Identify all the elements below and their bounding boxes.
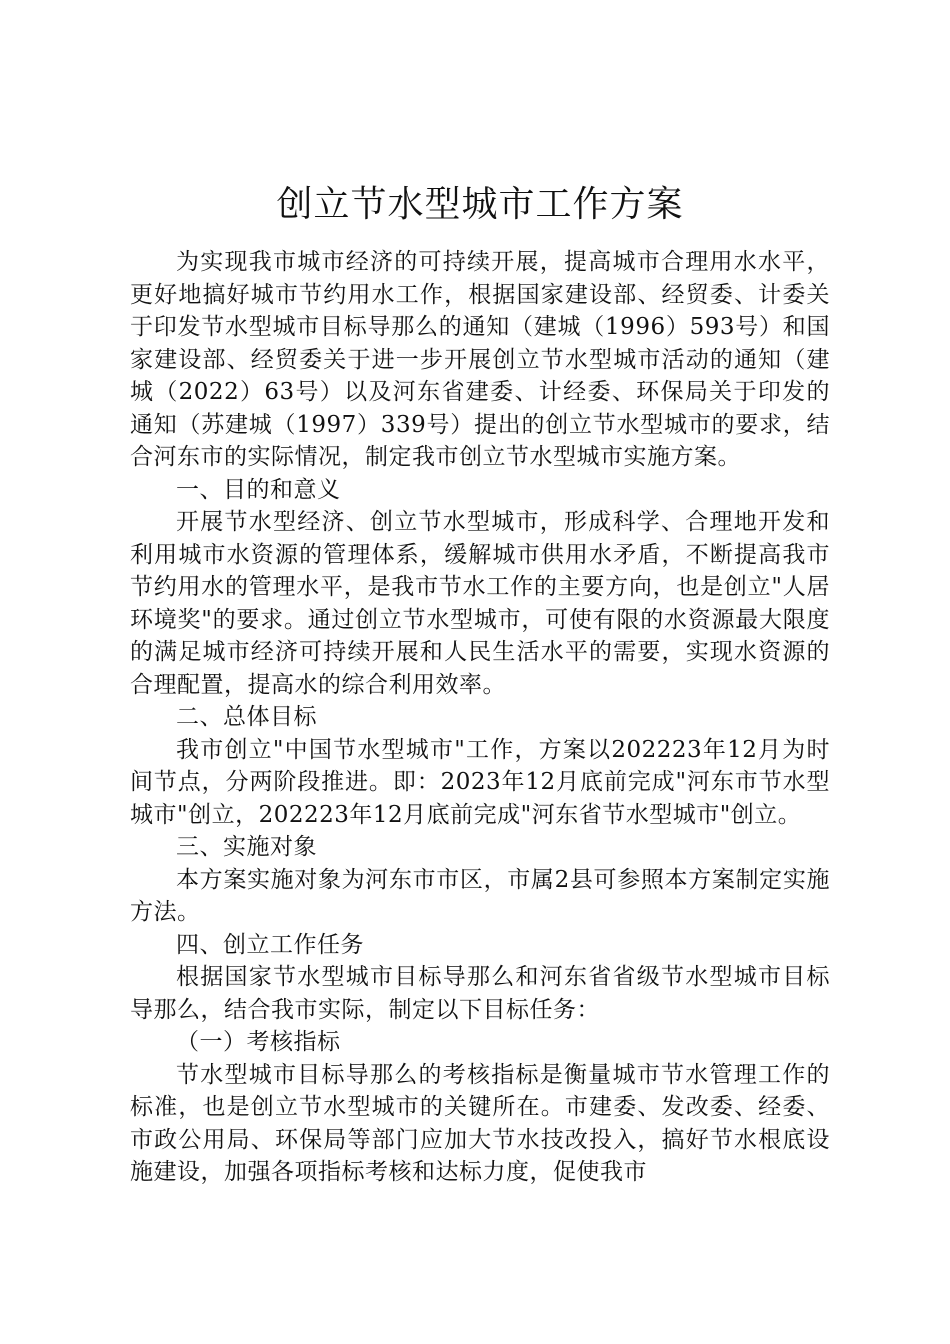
- subsection-heading-indicators: （一）考核指标: [176, 1029, 341, 1055]
- section-heading-purpose: 一、目的和意义: [176, 476, 341, 503]
- section-heading-tasks: 四、创立工作任务: [176, 931, 364, 958]
- indicators-paragraph: 节水型城市目标导那么的考核指标是衡量城市节水管理工作的标准，也是创立节水型城市的关键所在。市建委、发改委、经委、市政公用局、环保局等部门应加大节水技改投入，搞好节水根底设施建设，加强各项指标考核和达标力度，促使我市: [130, 1061, 830, 1185]
- purpose-paragraph: 开展节水型经济、创立节水型城市，形成科学、合理地开发和利用城市水资源的管理体系，缓解城市供用水矛盾，不断提高我市节约用水的管理水平，是我市节水工作的主要方向，也是创立"人居环境奖"的要求。通过创立节水型城市，可使有限的水资源最大限度的满足城市经济可持续开展和人民生活水平的需要，实现水资源的合理配置，提高水的综合利用效率。: [130, 509, 830, 698]
- document-body: [130, 178, 830, 1189]
- section-heading-goal: 二、总体目标: [176, 704, 317, 730]
- target-paragraph: 本方案实施对象为河东市市区，市属2县可参照本方案制定实施方法。: [130, 866, 830, 925]
- intro-paragraph: 为实现我市城市经济的可持续开展，提高城市合理用水水平，更好地搞好城市节约用水工作，根据国家建设部、经贸委、计委关于印发节水型城市目标导那么的通知（建城（1996）593号）和国家建设部、经贸委关于进一步开展创立节水型城市活动的通知（建城（2022）63号）以及河东省建委、计经委、环保局关于印发的通知（苏建城（1997）339号）提出的创立节水型城市的要求，结合河东市的实际情况，制定我市创立节水型城市实施方案。: [130, 249, 830, 470]
- goal-paragraph: 我市创立"中国节水型城市"工作，方案以202223年12月为时间节点，分两阶段推进。即：2023年12月底前完成"河东市节水型城市"创立，202223年12月底前完成"河东省节水型城市"创立。: [130, 736, 830, 828]
- tasks-paragraph: 根据国家节水型城市目标导那么和河东省省级节水型城市目标导那么，结合我市实际，制定以下目标任务：: [130, 964, 830, 1023]
- section-heading-target: 三、实施对象: [176, 834, 317, 860]
- document-title: 创立节水型城市工作方案: [276, 184, 684, 225]
